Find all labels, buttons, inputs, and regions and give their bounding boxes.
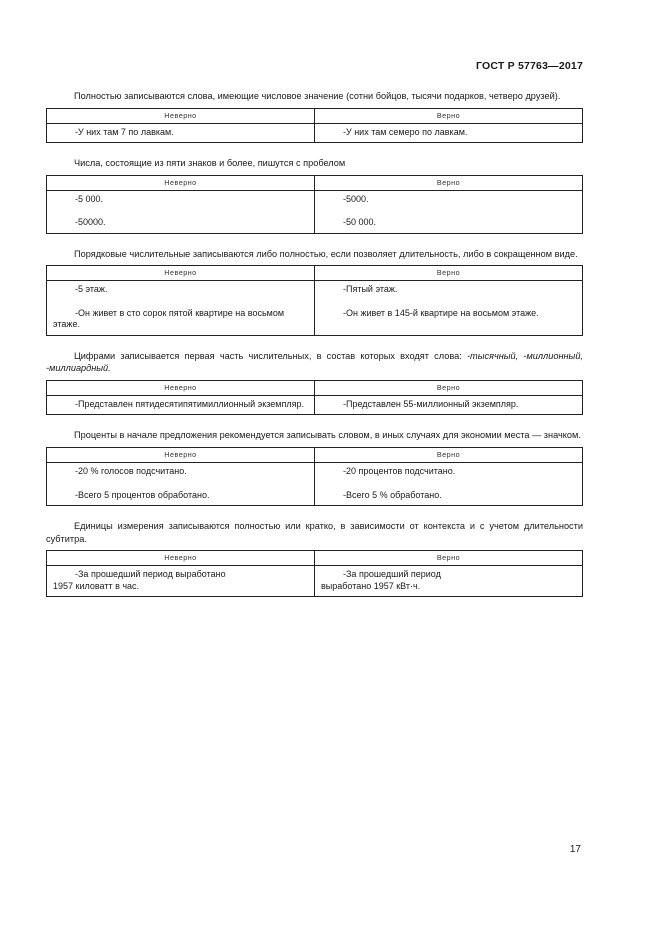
comparison-table <box>46 175 583 234</box>
wrong-cell <box>47 395 315 415</box>
example-text: -5 этаж. <box>75 284 108 295</box>
wrong-cell <box>47 123 315 143</box>
right-cell <box>315 395 583 415</box>
example-text: -50 000. <box>343 217 377 228</box>
right-cell <box>315 281 583 336</box>
example-text: -Представлен пятидесятипятимиллионный экземпляр. <box>75 398 304 409</box>
column-header-wrong: Неверно <box>47 175 315 190</box>
paragraph <box>46 350 583 375</box>
page-number: 17 <box>569 844 581 855</box>
example-text: -50000. <box>75 217 106 228</box>
example-text: -Всего 5 процентов обработано. <box>75 489 210 500</box>
paragraph: Проценты в начале предложения рекомендуется записывать словом, в иных случаях для экономии места — значком. <box>74 430 581 441</box>
example-text: -5000. <box>343 193 369 204</box>
column-header-right: Верно <box>315 448 583 463</box>
column-header-right: Верно <box>315 551 583 566</box>
example-text: -Он живет в сто сорок пятой квартире на восьмом этаже. <box>53 307 285 330</box>
paragraph: Порядковые числительные записываются либо полностью, если позволяет длительность, либо в сокращенном виде. <box>74 248 578 259</box>
comparison-table <box>46 108 583 144</box>
table-row <box>47 566 583 597</box>
column-header-right: Верно <box>315 266 583 281</box>
comparison-table <box>46 447 583 506</box>
document-id: ГОСТ Р 57763—2017 <box>475 60 583 72</box>
column-header-wrong: Неверно <box>47 448 315 463</box>
wrong-cell <box>47 281 315 336</box>
table-row <box>47 123 583 143</box>
example-text: -У них там 7 по лавкам. <box>75 126 174 137</box>
example-text: -20 % голосов подсчитано. <box>75 466 187 477</box>
right-cell <box>315 123 583 143</box>
paragraph: Единицы измерения записываются полностью или кратко, в зависимости от контекста и с учетом длительности субтитра. <box>46 521 583 544</box>
column-header-wrong: Неверно <box>47 266 315 281</box>
paragraph-italic-text: -тысячный, -миллионный, -миллиардный. <box>46 350 583 374</box>
column-header-right: Верно <box>315 108 583 123</box>
right-cell <box>315 190 583 233</box>
table-row <box>47 281 583 336</box>
wrong-cell <box>47 566 315 597</box>
example-text: -Всего 5 % обработано. <box>343 489 442 500</box>
example-text: -За прошедший период выработано 1957 кВт·ч. <box>321 569 441 591</box>
column-header-wrong: Неверно <box>47 380 315 395</box>
wrong-cell <box>47 463 315 506</box>
right-cell <box>315 463 583 506</box>
example-text: -Он живет в 145-й квартире на восьмом этаже. <box>343 307 539 318</box>
example-text: -5 000. <box>75 193 104 204</box>
column-header-wrong: Неверно <box>47 551 315 566</box>
column-header-wrong: Неверно <box>47 108 315 123</box>
table-row <box>47 463 583 506</box>
paragraph: Полностью записываются слова, имеющие числовое значение (сотни бойцов, тысячи подарков, четверо друзей). <box>74 91 561 101</box>
paragraph-text: Цифрами записывается первая часть числительных, в состав которых входят слова: <box>74 350 467 361</box>
comparison-table <box>46 380 583 416</box>
right-cell <box>315 566 583 597</box>
document-body <box>46 90 583 611</box>
comparison-table <box>46 265 583 336</box>
example-text: -Представлен 55-миллионный экземпляр. <box>343 398 519 409</box>
example-text: -20 процентов подсчитано. <box>343 466 456 477</box>
example-text: -Пятый этаж. <box>343 284 398 295</box>
comparison-table <box>46 550 583 597</box>
paragraph: Числа, состоящие из пяти знаков и более, пишутся с пробелом <box>74 158 346 169</box>
column-header-right: Верно <box>315 175 583 190</box>
column-header-right: Верно <box>315 380 583 395</box>
table-row <box>47 395 583 415</box>
example-text: -За прошедший период выработано 1957 киловатт в час. <box>53 569 226 591</box>
wrong-cell <box>47 190 315 233</box>
example-text: -У них там семеро по лавкам. <box>343 126 468 137</box>
table-row <box>47 190 583 233</box>
